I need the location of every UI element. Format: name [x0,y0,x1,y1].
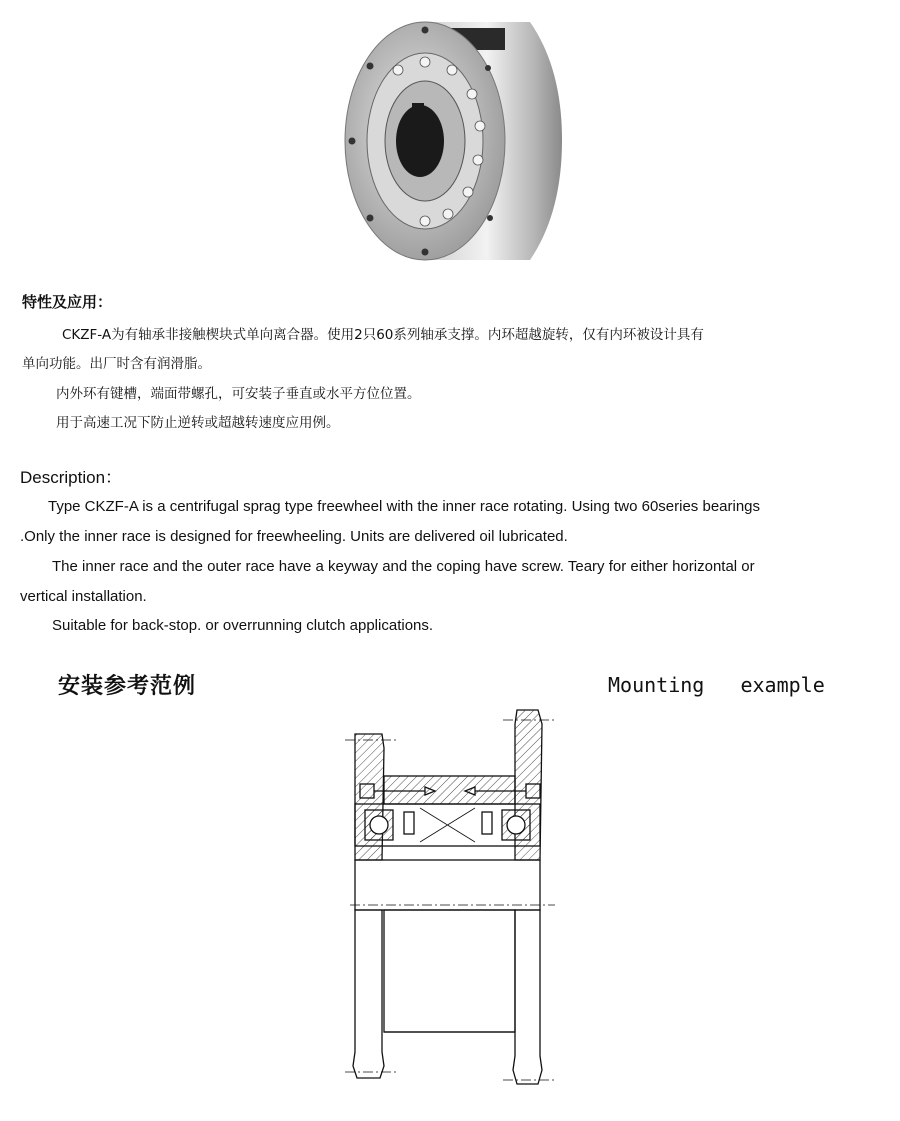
en-heading: Description： [20,468,123,487]
product-photo [330,8,570,272]
mounting-title-en: Mounting example [608,673,825,697]
cn-heading: 特性及应用： [22,293,113,311]
shaft-upper [355,860,540,910]
left-sprag [404,812,414,834]
bore [396,105,444,177]
cn-para2: 内外环有键槽，端面带螺孔，可安装子垂直或水平方位位置。 [56,386,421,402]
right-bearing-ball [507,816,525,834]
en-para1-line1: Type CKZF-A is a centrifugal sprag type freewheel with the inner race rotating. Using two 60series bearings [48,498,761,515]
left-sprocket-bottom [353,910,384,1078]
left-bearing-ball [370,816,388,834]
cn-para1-line2: 单向功能。出厂时含有润滑脂。 [22,356,211,372]
right-sprocket-bottom [513,910,542,1084]
outer-race [384,776,515,804]
cn-para1-line1: CKZF-A为有轴承非接触楔块式单向离合器。使用2只60系列轴承支撑。内环超越旋转，仅有内环被设计具有 [62,327,704,343]
bore-keyway [412,103,424,113]
en-para2-line1: The inner race and the outer race have a keyway and the coping have screw. Teary for either horizontal or [52,558,755,575]
en-para3: Suitable for back-stop. or overrunning clutch applications. [52,617,434,634]
mounting-drawing [340,700,560,1100]
en-para1-line2: .Only the inner race is designed for freewheeling. Units are delivered oil lubricated. [20,528,568,545]
cn-para3: 用于高速工况下防止逆转或超越转速度应用例。 [56,415,340,431]
en-para2-line2: vertical installation. [20,588,147,605]
right-sprag [482,812,492,834]
shaft-body [384,910,515,1032]
mounting-title-cn: 安装参考范例 [58,674,197,699]
